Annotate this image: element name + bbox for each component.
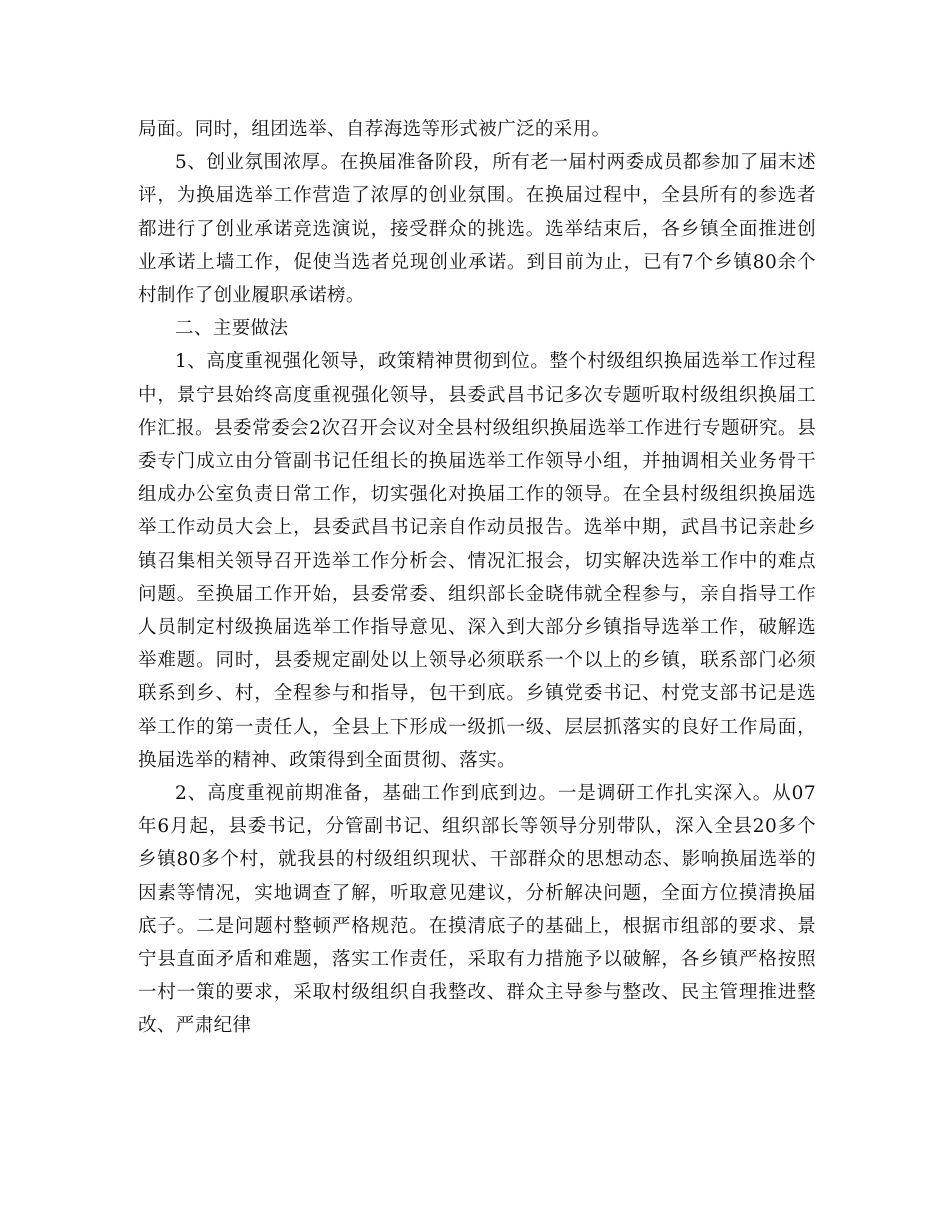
paragraph: 2、高度重视前期准备，基础工作到底到边。一是调研工作扎实深入。从07年6月起，县委书记，分管副书记、组织部长等领导分别带队，深入全县20多个乡镇80多个村，就我县的村级组织现状、干部群众的思想动态、影响换届选举的因素等情况，实地调查了解，听取意见建议，分析解决问题，全面方位摸清换届底子。二是问题村整顿严格规范。在摸清底子的基础上，根据市组部的要求、景宁县直面矛盾和难题，落实工作责任，采取有力措施予以破解，各乡镇严格按照一村一策的要求，采取村级组织自我整改、群众主导参与整改、民主管理推进整改、严肃纪律 bbox=[138, 783, 816, 1037]
paragraph: 1、高度重视强化领导，政策精神贯彻到位。整个村级组织换届选举工作过程中，景宁县始终高度重视强化领导，县委武昌书记多次专题听取村级组织换届工作汇报。县委常委会2次召开会议对全县村级组织换届选举工作进行专题研究。县委专门成立由分管副书记任组长的换届选举工作领导小组，并抽调相关业务骨干组成办公室负责日常工作，切实强化对换届工作的领导。在全县村级组织换届选举工作动员大会上，县委武昌书记亲自作动员报告。选举中期，武昌书记亲赴乡镇召集相关领导召开选举工作分析会、情况汇报会，切实解决选举工作中的难点问题。至换届工作开始，县委常委、组织部长金晓伟就全程参与，亲自指导工作人员制定村级换届选举工作指导意见、深入到大部分乡镇指导选举工作，破解选举难题。同时，县委规定副处以上领导必须联系一个以上的乡镇，联系部门必须联系到乡、村，全程参与和指导，包干到底。乡镇党委书记、村党支部书记是选举工作的第一责任人，全县上下形成一级抓一级、层层抓落实的良好工作局面，换届选举的精神、政策得到全面贯彻、落实。 bbox=[138, 351, 816, 771]
document-body bbox=[138, 113, 816, 1043]
paragraph: 5、创业氛围浓厚。在换届准备阶段，所有老一届村两委成员都参加了届末述评，为换届选举工作营造了浓厚的创业氛围。在换届过程中，全县所有的参选者都进行了创业承诺竞选演说，接受群众的挑选。选举结束后，各乡镇全面推进创业承诺上墙工作，促使当选者兑现创业承诺。到目前为止，已有7个乡镇80余个村制作了创业履职承诺榜。 bbox=[138, 152, 816, 307]
section-heading: 二、主要做法 bbox=[175, 318, 289, 340]
paragraph: 局面。同时，组团选举、自荐海选等形式被广泛的采用。 bbox=[138, 119, 611, 140]
